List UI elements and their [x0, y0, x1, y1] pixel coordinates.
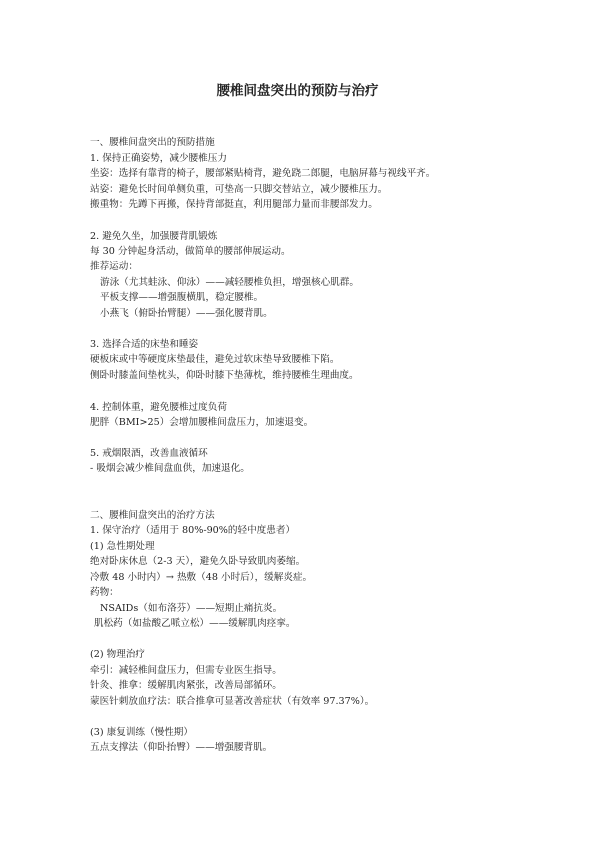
prevention-item-4-heading: 4. 控制体重，避免腰椎过度负荷: [90, 402, 227, 413]
treatment-line: 牵引：减轻椎间盘压力，但需专业医生指导。: [90, 665, 282, 676]
treatment-line: 五点支撑法（仰卧抬臀）——增强腰背肌。: [90, 742, 273, 753]
prevention-item-3-line: 硬板床或中等硬度床垫最佳，避免过软床垫导致腰椎下陷。: [90, 354, 340, 365]
treatment-subsection-heading: (3) 康复训练（慢性期）: [90, 727, 193, 738]
treatment-item-1-heading: 1. 保守治疗（适用于 80%-90%的轻中度患者）: [90, 525, 296, 536]
section-heading-treatment: 二、腰椎间盘突出的治疗方法: [90, 510, 215, 521]
prevention-item-5-line: - 吸烟会减少椎间盘血供，加速退化。: [90, 463, 250, 474]
prevention-item-1-line: 站姿：避免长时间单侧负重，可垫高一只脚交替站立，减少腰椎压力。: [90, 184, 388, 195]
medication-item: NSAIDs（如布洛芬）——短期止痛抗炎。: [100, 603, 283, 614]
prevention-item-3-line: 侧卧时膝盖间垫枕头，仰卧时膝下垫薄枕，维持腰椎生理曲度。: [90, 370, 359, 381]
treatment-line: 蒙医针刺放血疗法：联合推拿可显著改善症状（有效率 97.37%）。: [90, 696, 375, 707]
prevention-item-5-heading: 5. 戒烟限酒，改善血液循环: [90, 448, 208, 459]
prevention-item-1-line: 搬重物：先蹲下再搬，保持背部挺直，利用腿部力量而非腰部发力。: [90, 199, 378, 210]
prevention-item-2-heading: 2. 避免久坐，加强腰背肌锻炼: [90, 231, 218, 242]
recommended-exercise-item: 游泳（尤其蛙泳、仰泳）——减轻腰椎负担，增强核心肌群。: [100, 277, 360, 288]
treatment-subsection-heading: (2) 物理治疗: [90, 649, 146, 660]
prevention-item-3-heading: 3. 选择合适的床垫和睡姿: [90, 339, 199, 350]
recommended-exercise-item: 小燕飞（俯卧抬臂腿）——强化腰背肌。: [100, 308, 273, 319]
treatment-line: 冷敷 48 小时内）→ 热敷（48 小时后），缓解炎症。: [90, 572, 313, 583]
section-heading-prevention: 一、腰椎间盘突出的预防措施: [90, 137, 215, 148]
prevention-item-2-line: 推荐运动：: [90, 261, 138, 272]
treatment-subsection-heading: (1) 急性期处理: [90, 541, 155, 552]
treatment-line: 药物：: [90, 587, 119, 598]
prevention-item-1-line: 坐姿：选择有靠背的椅子，腰部紧贴椅背，避免跷二郎腿，电脑屏幕与视线平齐。: [90, 168, 436, 179]
medication-item: 肌松药（如盐酸乙哌立松）——缓解肌肉痉挛。: [94, 618, 296, 629]
recommended-exercise-item: 平板支撑——增强腹横肌，稳定腰椎。: [100, 292, 264, 303]
page-title: 腰椎间盘突出的预防与治疗: [216, 83, 379, 99]
treatment-line: 绝对卧床休息（2-3 天），避免久卧导致肌肉萎缩。: [90, 556, 306, 567]
prevention-item-2-line: 每 30 分钟起身活动，做简单的腰部伸展运动。: [90, 246, 291, 257]
treatment-line: 针灸、推拿：缓解肌肉紧张，改善局部循环。: [90, 680, 282, 691]
prevention-item-4-line: 肥胖（BMI>25）会增加腰椎间盘压力，加速退变。: [90, 417, 314, 428]
prevention-item-1-heading: 1. 保持正确姿势，减少腰椎压力: [90, 153, 227, 164]
